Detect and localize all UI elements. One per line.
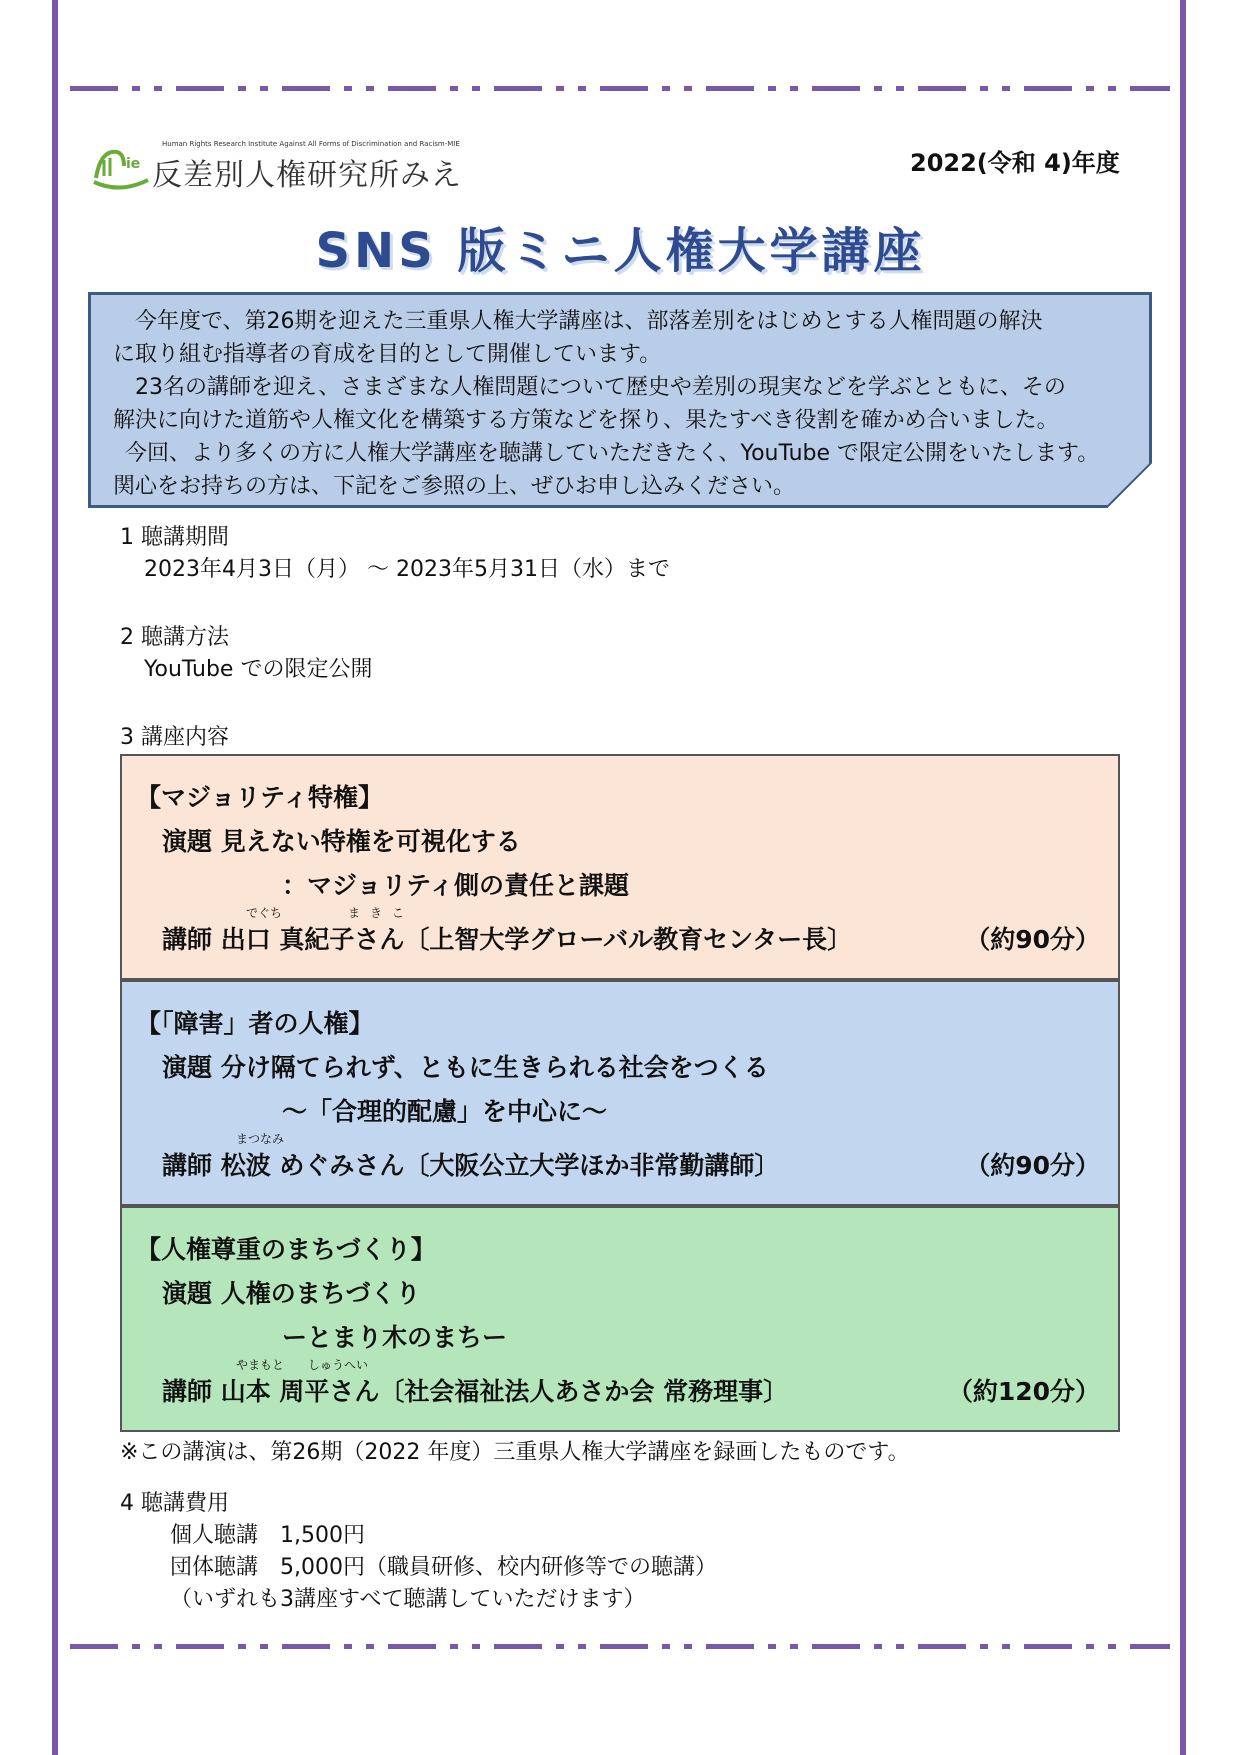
lecturer: 講師 松波 めぐみさん〔大阪公立大学ほか非常勤講師〕: [162, 1151, 780, 1180]
intro-line: 今年度で、第26期を迎えた三重県人権大学講座は、部落差別をはじめとする人権問題の解決: [135, 309, 1043, 334]
bottom-dashed-divider: [70, 1644, 1170, 1649]
logo-mark-icon: [90, 142, 154, 190]
section-heading: 1 聴講期間: [120, 525, 229, 550]
lecturer: 講師 出口 真紀子さん〔上智大学グローバル教育センター長〕: [162, 925, 853, 954]
logo-subtitle: Human Rights Research Institute Against All Forms of Discrimination and Racism-MIE: [162, 140, 460, 148]
section-heading: 3 講座内容: [120, 725, 229, 750]
lecturer-ruby: しゅうへい: [308, 1358, 369, 1372]
fee-line: 団体聴講 5,000円（職員研修、校内研修等での聴講）: [170, 1555, 717, 1580]
fee-line: 個人聴講 1,500円: [170, 1523, 365, 1548]
intro-box: [88, 292, 1152, 508]
lecture-title: 演題 分け隔てられず、ともに生きられる社会をつくる: [162, 1053, 769, 1082]
lecture-subtitle: ～「合理的配慮」を中心に～: [282, 1097, 608, 1126]
lecture-category: 【人権尊重のまちづくり】: [136, 1235, 436, 1264]
intro-line: 今回、より多くの方に人権大学講座を聴講していただきたく、YouTube で限定公開をいたします。: [125, 441, 1100, 466]
lecturer: 講師 山本 周平さん〔社会福祉法人あさか会 常務理事〕: [162, 1377, 789, 1406]
lecture-subtitle: ：マジョリティ側の責任と課題: [282, 871, 630, 900]
lecture-duration: （約120分）: [947, 1377, 1100, 1406]
lecture-duration: （約90分）: [965, 925, 1100, 954]
page-title: SNS 版ミニ人権大学講座: [315, 223, 926, 279]
section-content: [120, 722, 229, 754]
lecture-duration: （約90分）: [965, 1151, 1100, 1180]
section-heading: 2 聴講方法: [120, 625, 229, 650]
section-method: [120, 622, 372, 686]
section-text: 2023年4月3日（月） ～ 2023年5月31日（水）まで: [144, 557, 670, 582]
logo-name: 反差別人権研究所みえ: [152, 158, 462, 193]
fiscal-year: 2022(令和 4)年度: [910, 149, 1120, 177]
lecture-title: 演題 見えない特権を可視化する: [162, 827, 521, 856]
section-text: YouTube での限定公開: [144, 657, 373, 682]
lecturer-ruby: やまもと: [236, 1358, 285, 1372]
lecturer-ruby: でぐち: [246, 906, 283, 920]
lecture-box-1: [120, 754, 1120, 980]
recording-note: ※この講演は、第26期（2022 年度）三重県人権大学講座を録画したものです。: [120, 1440, 910, 1465]
intro-line: に取り組む指導者の育成を目的として開催しています。: [113, 342, 662, 367]
lecturer-ruby: まきこ: [348, 906, 415, 920]
lecture-category: 【「障害」者の人権】: [136, 1009, 374, 1038]
intro-line: 23名の講師を迎え、さまざまな人権問題について歴史や差別の現実などを学ぶとともに、その: [135, 375, 1066, 400]
page-curl-icon: [1106, 462, 1152, 508]
svg-text:ie: ie: [126, 156, 141, 172]
intro-line: 関心をお持ちの方は、下記をご参照の上、ぜひお申し込みください。: [113, 474, 796, 499]
lecture-subtitle: ーとまり木のまちー: [282, 1323, 508, 1352]
section-period: [120, 522, 670, 586]
section-heading: 4 聴講費用: [120, 1491, 229, 1516]
logo: [90, 136, 490, 196]
section-fee: [120, 1488, 717, 1616]
intro-line: 解決に向けた道筋や人権文化を構築する方策などを探り、果たすべき役割を確かめ合いました。: [113, 408, 1059, 433]
fee-line: （いずれも3講座すべて聴講していただけます）: [170, 1587, 646, 1612]
lecture-box-2: [120, 980, 1120, 1206]
top-dashed-divider: [70, 86, 1170, 91]
lecture-box-3: [120, 1206, 1120, 1432]
lecture-category: 【マジョリティ特権】: [136, 783, 384, 812]
lecturer-ruby: まつなみ: [236, 1132, 285, 1146]
lecture-title: 演題 人権のまちづくり: [162, 1279, 421, 1308]
